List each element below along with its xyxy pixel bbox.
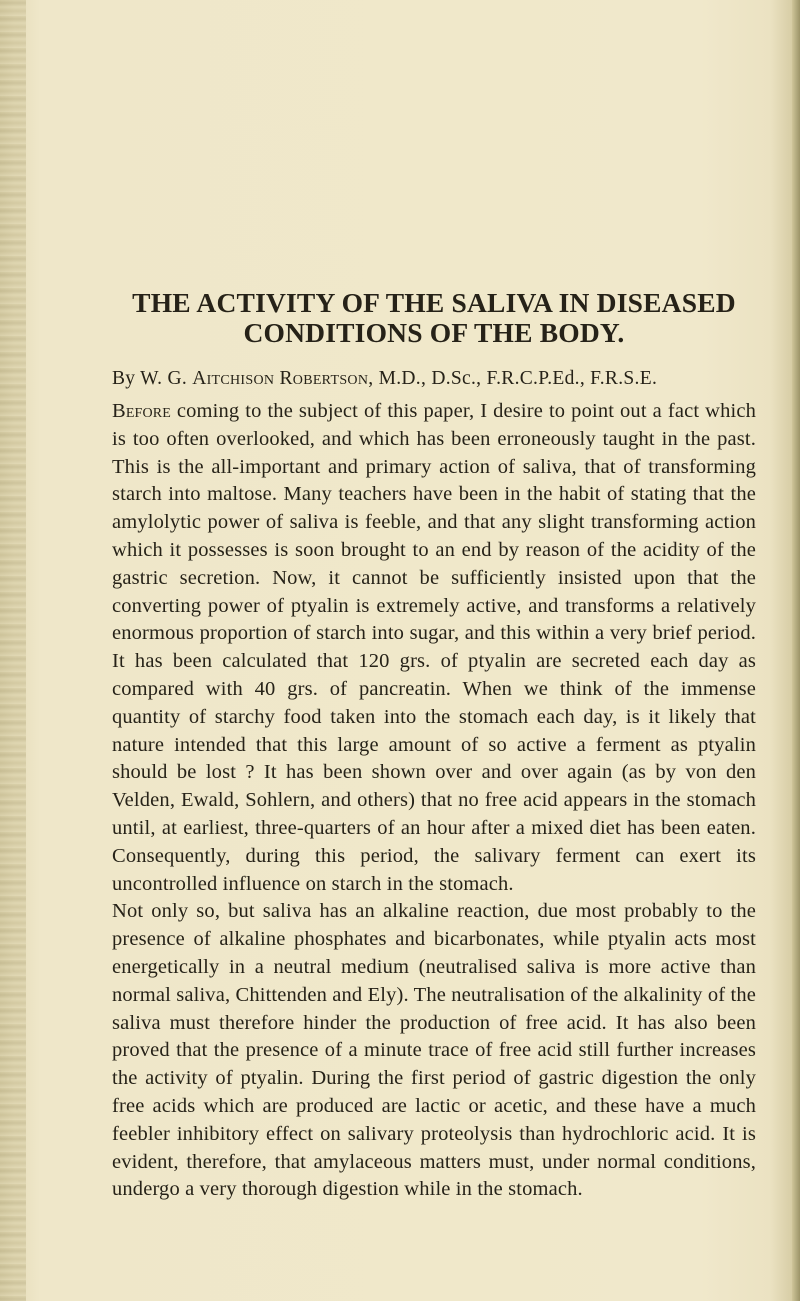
article-title — [112, 288, 756, 348]
paragraph-1-text: coming to the subject of this paper, I desire to point out a fact which is too often overlooked, and which has been erroneously taught in the past. This is the all-important and primary action of saliva, that of transforming starch into maltose. Many teachers have been in the habit of stating that the amylolytic power of saliva is feeble, and that any slight transforming action which it possesses is soon brought to an end by reason of the acidity of the gastric secretion. Now, it cannot be sufficiently insisted upon that the converting power of ptyalin is extremely active, and transforms a relatively enormous proportion of starch into sugar, and this within a very brief period. It has been calculated that 120 grs. of ptyalin are secreted each day as compared with 40 grs. of pancreatin. When we think of the immense quantity of starchy food taken into the stomach each day, is it likely that nature intended that this large amount of so active a ferment as ptyalin should be lost ? It has been shown over and over again (as by von den Velden, Ewald, Sohlern, and others) that no free acid appears in the stomach until, at earliest, three-quarters of an hour after a mixed diet has been eaten. Consequently, during this period, the salivary ferment can exert its uncontrolled influence on starch in the stomach. — [112, 400, 756, 895]
article-title-line-1: THE ACTIVITY OF THE SALIVA IN DISEASED — [132, 287, 736, 318]
byline-credentials: , M.D., D.Sc., F.R.C.P.Ed., F.R.S.E. — [368, 368, 658, 389]
paragraph-2 — [112, 898, 756, 1204]
page-edge-shadow — [792, 0, 800, 1301]
byline-prefix: By W. G. — [112, 368, 193, 389]
article-title-line-2: CONDITIONS OF THE BODY. — [243, 317, 625, 348]
article-body — [112, 398, 756, 1204]
page-binding-shadow — [0, 0, 26, 1301]
author-name: Aitchison Robertson — [192, 368, 369, 389]
paragraph-1-lead-word: Before — [112, 400, 171, 422]
byline — [112, 368, 756, 390]
paragraph-1 — [112, 398, 756, 898]
article — [112, 288, 756, 1204]
paragraph-2-text: Not only so, but saliva has an alkaline reaction, due most probably to the presence of alkaline phosphates and bicarbonates, while ptyalin acts most energetically in a neutral medium (neutralised saliva is more active than normal saliva, Chittenden and Ely). The neutralisation of the alkalinity of the saliva must therefore hinder the production of free acid. It has also been proved that the presence of a minute trace of free acid still further increases the activity of ptyalin. During the first period of gastric digestion the only free acids which are produced are lactic or acetic, and these have a much feebler inhibitory effect on salivary proteolysis than hydrochloric acid. It is evident, therefore, that amylaceous matters must, under normal conditions, undergo a very thorough digestion while in the stomach. — [112, 900, 756, 1201]
